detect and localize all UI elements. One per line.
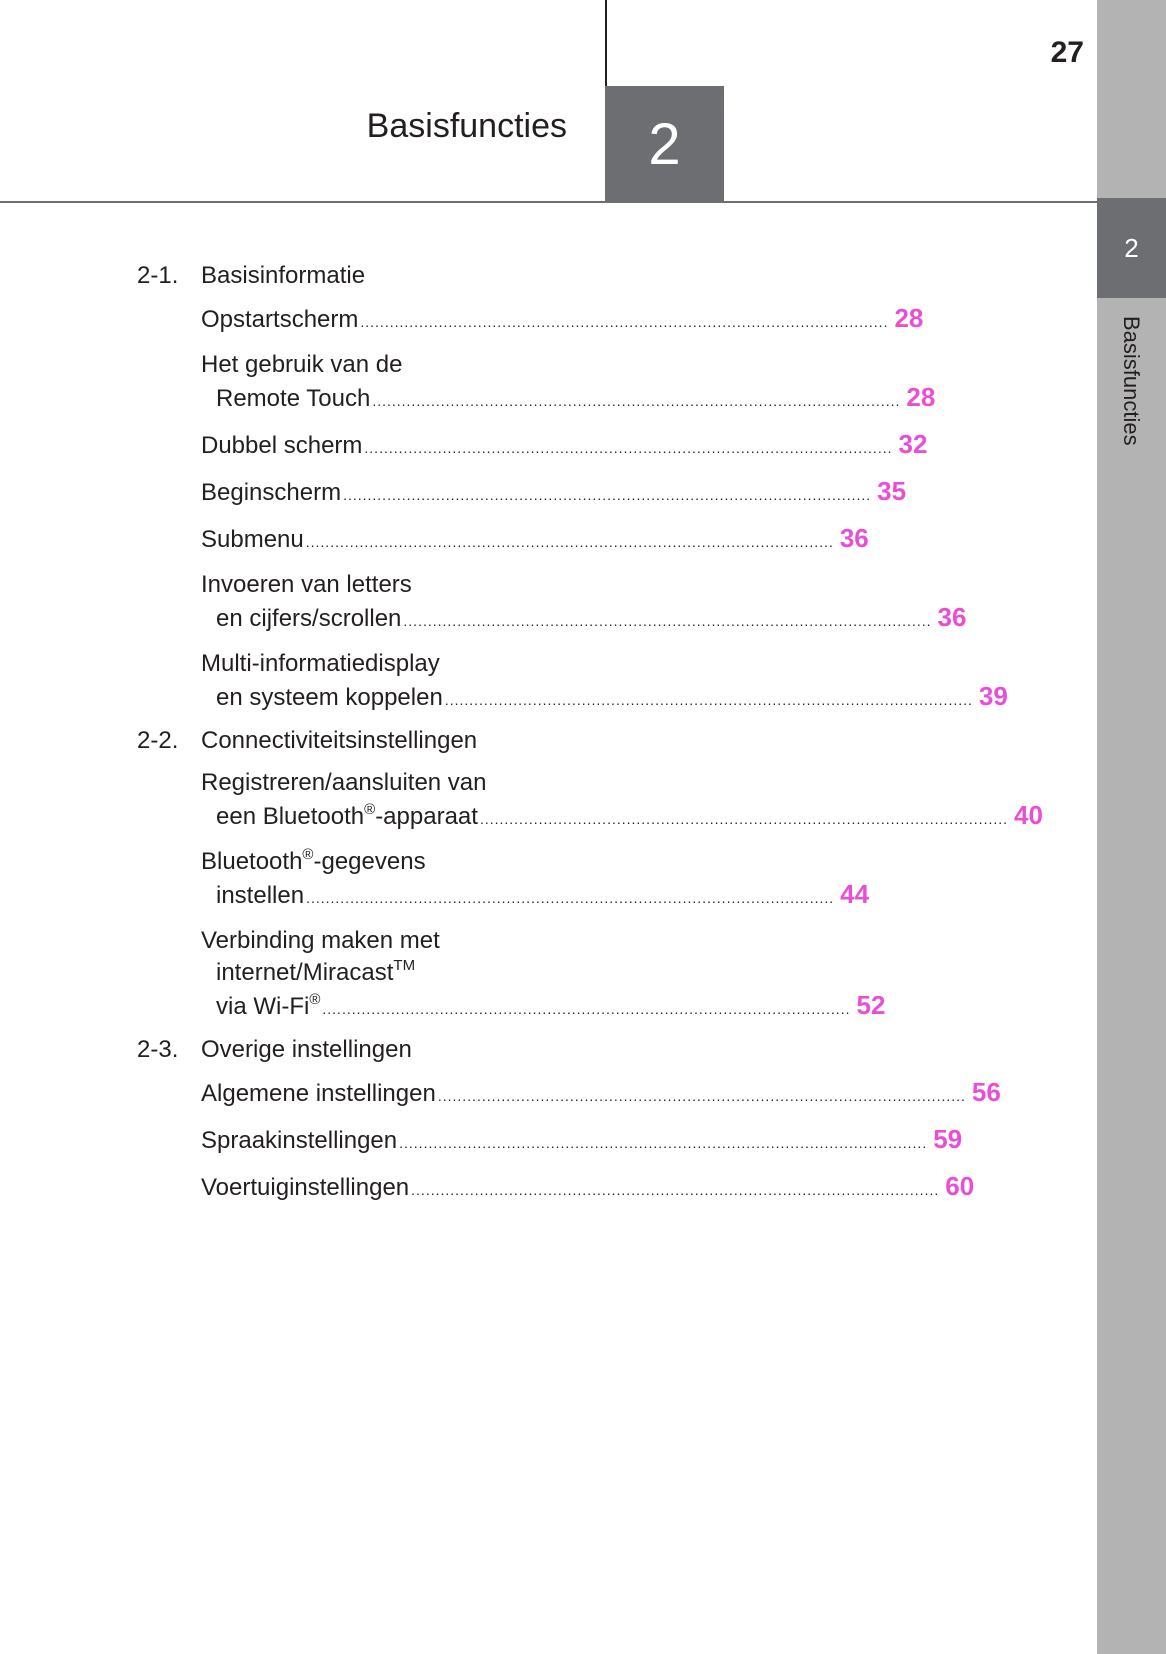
entry-text: Voertuiginstellingen [201,1174,410,1201]
section-title: Connectiviteitsinstellingen [201,727,478,754]
leader-dots: ............................................................................................................ [322,1001,851,1017]
page-link[interactable]: 36 [839,523,869,553]
toc-entry-remote-touch[interactable] [201,349,936,417]
page-link[interactable]: 35 [877,476,907,506]
entry-text: -apparaat [375,803,478,830]
registered-mark: ® [364,801,376,818]
leader-dots: ............................................................................................................ [399,1135,928,1151]
leader-dots: ............................................................................................................ [360,314,889,330]
page-link[interactable]: 60 [945,1171,975,1201]
registered-mark: ® [309,991,321,1008]
toc-entry-bluetooth-gegevens[interactable] [201,846,870,914]
page-link[interactable]: 44 [840,879,870,909]
leader-dots: ............................................................................................................ [479,811,1009,827]
header-divider-horizontal [0,201,1097,203]
page-link[interactable]: 40 [1014,800,1043,830]
section-title: Basisinformatie [201,262,366,289]
entry-text: -gegevens [313,848,426,875]
leader-dots: ............................................................................................................ [306,890,835,906]
table-of-contents [137,262,1043,1217]
section-number: 2-3. [137,1036,179,1063]
toc-entry-letters-cijfers[interactable] [201,569,967,637]
entry-text: Algemene instellingen [201,1080,436,1107]
entry-text: Multi-informatiedisplay [201,650,440,677]
leader-dots: ............................................................................................................ [343,487,872,503]
section-number: 2-2. [137,727,179,754]
toc-entry-spraakinstellingen[interactable] [201,1123,963,1159]
registered-mark: ® [302,846,314,863]
page-link[interactable]: 56 [971,1077,1001,1107]
entry-text: Dubbel scherm [201,432,363,459]
page-link[interactable]: 59 [933,1124,963,1154]
section-title: Overige instellingen [201,1036,412,1063]
trademark-mark: TM [393,957,416,974]
entry-text: en cijfers/scrollen [216,605,402,632]
chapter-number-box [605,86,724,202]
thumb-index-tab[interactable] [1097,198,1166,298]
entry-text: Opstartscherm [201,306,359,333]
page-link[interactable]: 28 [906,382,936,412]
page-link[interactable]: 32 [898,429,928,459]
toc-entry-beginscherm[interactable] [201,475,907,511]
toc-entry-multi-informatiedisplay[interactable] [201,648,1008,716]
page-link[interactable]: 28 [894,303,924,333]
page-number: 27 [1050,36,1084,69]
leader-dots: ............................................................................................................ [437,1088,966,1104]
toc-section-2-1[interactable] [137,262,567,296]
entry-text: Het gebruik van de [201,351,403,378]
entry-text: instellen [216,882,305,909]
toc-entry-dubbel-scherm[interactable] [201,428,928,464]
toc-entry-submenu[interactable] [201,522,869,558]
entry-text: Remote Touch [216,385,371,412]
entry-text: Verbinding maken met [201,927,440,954]
leader-dots: ............................................................................................................ [444,692,973,708]
leader-dots: ............................................................................................................ [403,613,932,629]
leader-dots: ............................................................................................................ [411,1182,940,1198]
toc-entry-wifi[interactable] [201,925,886,1025]
header-divider-vertical [605,0,607,88]
entry-text: Bluetooth [201,848,303,875]
page-link[interactable]: 52 [856,990,886,1020]
toc-entry-bluetooth-apparaat[interactable] [201,767,1043,835]
thumb-index-number: 2 [1124,232,1139,263]
entry-text: Registreren/aansluiten van [201,769,487,796]
toc-entry-voertuiginstellingen[interactable] [201,1170,975,1206]
section-number: 2-1. [137,262,179,289]
entry-text: internet/Miracast [216,959,394,986]
toc-section-2-2[interactable] [137,727,567,761]
leader-dots: ............................................................................................................ [372,393,901,409]
chapter-title: Basisfuncties [366,107,567,145]
leader-dots: ............................................................................................................ [364,440,893,456]
leader-dots: ............................................................................................................ [305,534,834,550]
page-link[interactable]: 39 [978,681,1008,711]
toc-section-2-3[interactable] [137,1036,567,1070]
entry-text: Submenu [201,526,304,553]
toc-entry-opstartscherm[interactable] [201,302,924,338]
thumb-index-label: Basisfuncties [1119,316,1144,446]
entry-text: Spraakinstellingen [201,1127,398,1154]
chapter-number: 2 [648,111,681,177]
toc-entry-algemene-instellingen[interactable] [201,1076,1001,1112]
entry-text: via Wi-Fi [216,993,310,1020]
page-link[interactable]: 36 [937,602,967,632]
entry-text: een Bluetooth [216,803,365,830]
entry-text: Beginscherm [201,479,342,506]
entry-text: Invoeren van letters [201,571,412,598]
entry-text: en systeem koppelen [216,684,443,711]
